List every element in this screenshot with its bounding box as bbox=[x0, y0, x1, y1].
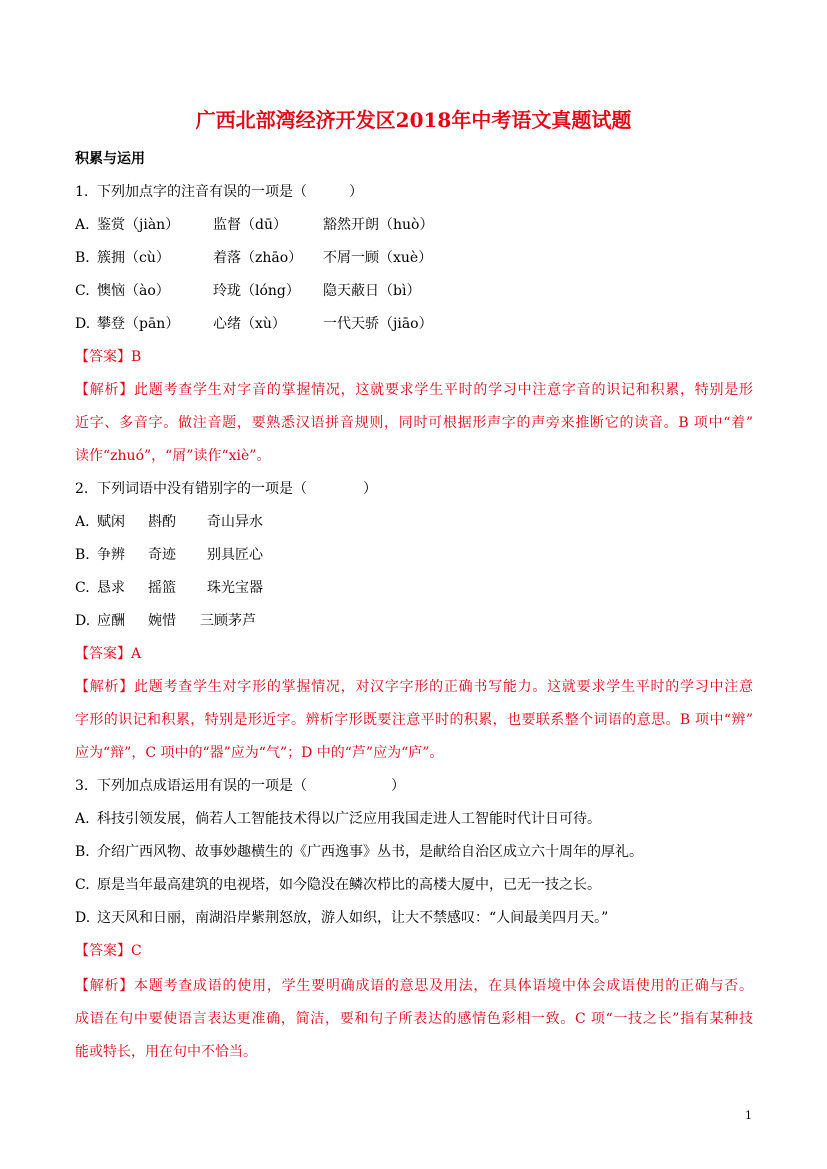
analysis-line: 成语在句中要使语言表达更准确，简洁，要和句子所表达的感情色彩相一致。C 项“一技之长”指有某种技 bbox=[75, 1011, 753, 1027]
question-text: 下列词语中没有错别字的一项是（ ） bbox=[97, 481, 377, 497]
option-label: C. bbox=[75, 580, 90, 596]
option-d bbox=[75, 308, 753, 341]
question-2 bbox=[75, 473, 753, 770]
option-item: 豁然开朗（huò） bbox=[323, 217, 434, 233]
option-d bbox=[75, 605, 753, 638]
question-stem bbox=[75, 176, 753, 209]
answer-line: 【答案】B bbox=[75, 349, 142, 365]
option-item: 奇山异水 bbox=[207, 514, 263, 530]
option-item: 应酬 bbox=[97, 613, 125, 629]
option-a bbox=[75, 209, 753, 242]
option-text: 原是当年最高建筑的电视塔，如今隐没在鳞次栉比的高楼大厦中，已无一技之长。 bbox=[97, 877, 601, 893]
option-d bbox=[75, 902, 753, 935]
option-label: D. bbox=[75, 613, 91, 629]
question-3 bbox=[75, 770, 753, 1069]
option-c bbox=[75, 572, 753, 605]
option-item: 玲珑（lóng） bbox=[213, 283, 300, 299]
option-text: 这天风和日丽，南湖沿岸紫荆怒放，游人如织，让大不禁感叹：“人间最美四月天。” bbox=[97, 910, 609, 926]
option-a bbox=[75, 506, 753, 539]
option-text: 介绍广西风物、故事妙趣横生的《广西逸事》丛书，是献给自治区成立六十周年的厚礼。 bbox=[97, 844, 643, 860]
option-item: 别具匠心 bbox=[207, 547, 263, 563]
analysis-line: 读作“zhuó”，“屑”读作“xiè”。 bbox=[75, 448, 271, 464]
option-item: 簇拥（cù） bbox=[97, 250, 170, 266]
option-b bbox=[75, 836, 753, 869]
analysis-line: 应为“辩”，C 项中的“器”应为“气”；D 中的“芦”应为“庐”。 bbox=[75, 745, 444, 761]
question-number: 2. bbox=[75, 481, 89, 497]
option-c bbox=[75, 275, 753, 308]
option-item: 着落（zhāo） bbox=[213, 250, 303, 266]
analysis-line: 能或特长，用在句中不恰当。 bbox=[75, 1044, 257, 1060]
option-b bbox=[75, 539, 753, 572]
option-label: D. bbox=[75, 910, 91, 926]
option-item: 三顾茅芦 bbox=[200, 613, 256, 629]
page-title: 广西北部湾经济开发区2018年中考语文真题试题 bbox=[195, 108, 632, 132]
analysis-line: 字形的识记和积累，特别是形近字。辨析字形既要注意平时的积累，也要联系整个词语的意思。B 项中“辨” bbox=[75, 712, 753, 728]
option-label: B. bbox=[75, 250, 90, 266]
answer-line: 【答案】C bbox=[75, 943, 142, 959]
option-c bbox=[75, 869, 753, 902]
option-item: 攀登（pān） bbox=[97, 316, 180, 332]
option-item: 恳求 bbox=[97, 580, 125, 596]
analysis-line: 【解析】本题考查成语的使用，学生要明确成语的意思及用法，在具体语境中体会成语使用的正确与否。 bbox=[75, 978, 753, 994]
question-text: 下列加点成语运用有误的一项是（ ） bbox=[97, 778, 405, 794]
question-stem bbox=[75, 473, 753, 506]
option-label: D. bbox=[75, 316, 91, 332]
option-item: 鉴赏（jiàn） bbox=[97, 217, 180, 233]
analysis-block bbox=[75, 970, 753, 1069]
option-item: 争辨 bbox=[97, 547, 125, 563]
answer-line: 【答案】A bbox=[75, 646, 142, 662]
option-item: 隐天蔽日（bì） bbox=[323, 283, 421, 299]
option-item: 奇迹 bbox=[148, 547, 176, 563]
option-item: 心绪（xù） bbox=[213, 316, 286, 332]
option-label: C. bbox=[75, 283, 90, 299]
question-1 bbox=[75, 176, 753, 473]
option-label: B. bbox=[75, 547, 90, 563]
option-item: 不屑一顾（xuè） bbox=[323, 250, 433, 266]
analysis-line: 近字、多音字。做注音题，要熟悉汉语拼音规则，同时可根据形声字的声旁来推断它的读音。B 项中“着” bbox=[75, 415, 753, 431]
option-b bbox=[75, 242, 753, 275]
option-label: A. bbox=[75, 514, 90, 530]
question-stem bbox=[75, 770, 753, 803]
analysis-line: 【解析】此题考查学生对字形的掌握情况，对汉字字形的正确书写能力。这就要求学生平时的学习中注意 bbox=[75, 679, 753, 695]
option-label: B. bbox=[75, 844, 90, 860]
option-a bbox=[75, 803, 753, 836]
option-text: 科技引领发展，倘若人工智能技术得以广泛应用我国走进人工智能时代计日可待。 bbox=[97, 811, 601, 827]
question-number: 3. bbox=[75, 778, 89, 794]
document-body bbox=[75, 143, 753, 1069]
option-label: A. bbox=[75, 811, 90, 827]
option-item: 珠光宝器 bbox=[207, 580, 263, 596]
option-item: 懊恼（ào） bbox=[97, 283, 170, 299]
option-item: 斟酌 bbox=[148, 514, 176, 530]
question-number: 1. bbox=[75, 184, 89, 200]
section-heading: 积累与运用 bbox=[75, 151, 145, 167]
analysis-line: 【解析】此题考查学生对字音的掌握情况，这就要求学生平时的学习中注意字音的识记和积累，特别是形 bbox=[75, 382, 753, 398]
option-label: A. bbox=[75, 217, 90, 233]
option-item: 婉惜 bbox=[148, 613, 176, 629]
question-text: 下列加点字的注音有误的一项是（ ） bbox=[97, 184, 363, 200]
option-item: 摇篮 bbox=[148, 580, 176, 596]
option-item: 一代天骄（jiāo） bbox=[323, 316, 433, 332]
page-number: 1 bbox=[745, 1109, 752, 1122]
option-item: 赋闲 bbox=[97, 514, 125, 530]
option-label: C. bbox=[75, 877, 90, 893]
option-item: 监督（dū） bbox=[213, 217, 287, 233]
